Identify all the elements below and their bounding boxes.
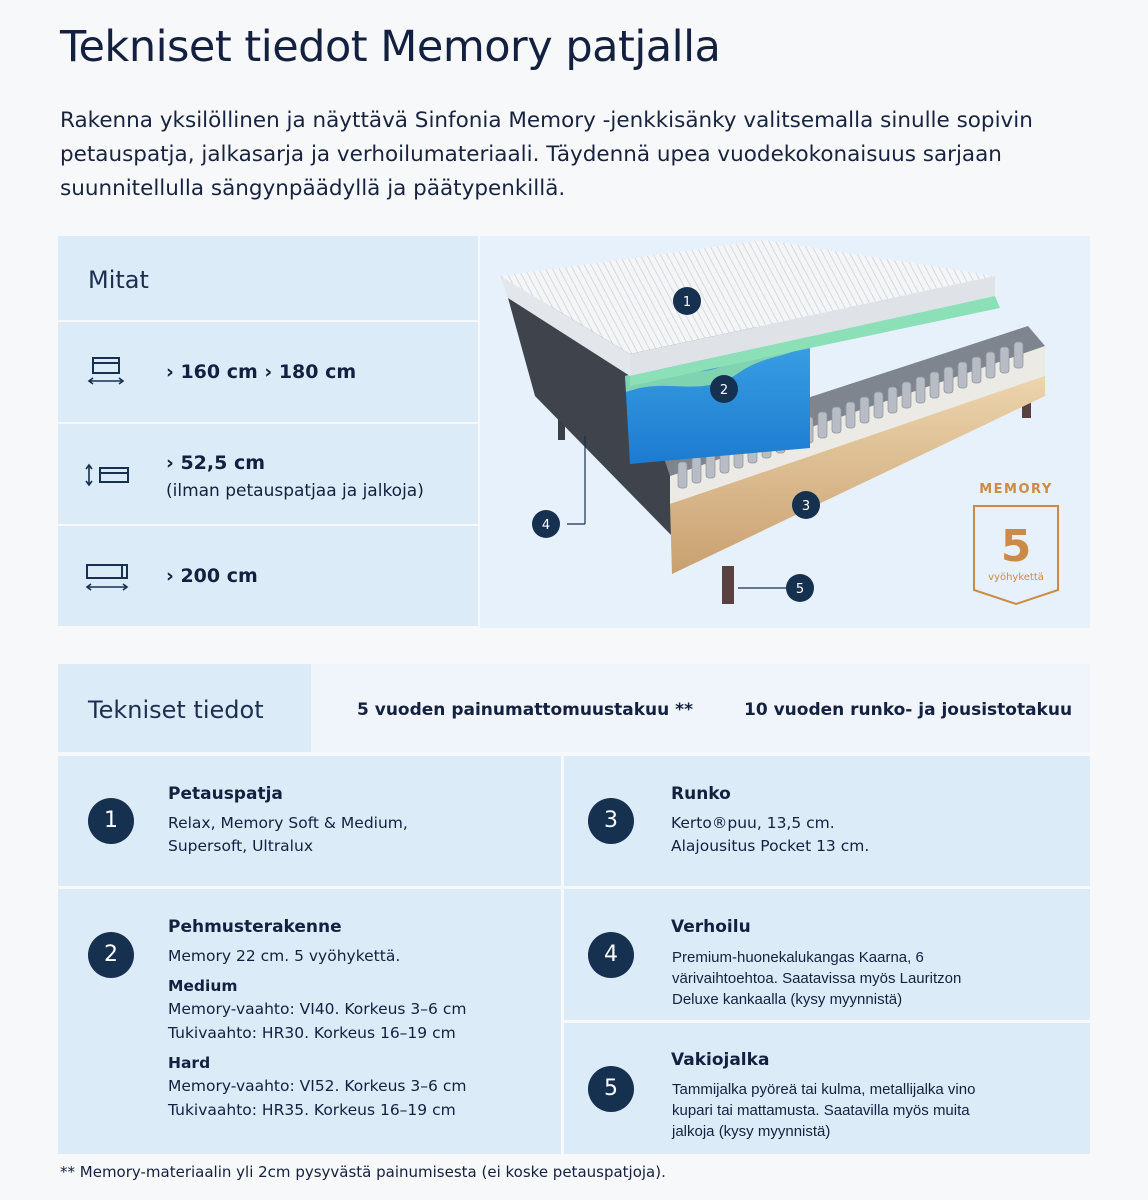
badge-sub: vyöhykettä bbox=[988, 572, 1044, 583]
marker-2 bbox=[710, 375, 738, 403]
dimension-width-row bbox=[58, 322, 478, 422]
spec-subheading: Hard bbox=[168, 1054, 211, 1072]
bed-illustration bbox=[480, 236, 1090, 628]
spec-text: Memory 22 cm. 5 vyöhykettä. bbox=[168, 947, 401, 965]
spec-text: jalkoja (kysy myynnistä) bbox=[672, 1123, 831, 1140]
spec-cell-pehmusterakenne bbox=[58, 889, 561, 1154]
spec-number-2: 2 bbox=[88, 932, 134, 978]
spec-text: Tukivaahto: HR35. Korkeus 16–19 cm bbox=[168, 1101, 456, 1119]
spec-number-1: 1 bbox=[88, 798, 134, 844]
page-title: Tekniset tiedot Memory patjalla bbox=[60, 22, 721, 72]
spec-text: kupari tai mattamusta. Saatavilla myös muita bbox=[672, 1102, 970, 1119]
dimension-length-row bbox=[58, 526, 478, 626]
memory-zone-badge bbox=[974, 482, 1058, 604]
tab-tekniset-tiedot[interactable] bbox=[58, 664, 311, 752]
spec-cell-runko bbox=[564, 756, 1090, 886]
spec-cell-verhoilu bbox=[564, 889, 1090, 1020]
spec-text: Relax, Memory Soft & Medium, bbox=[168, 814, 408, 832]
svg-text:3: 3 bbox=[801, 499, 811, 514]
svg-text:1: 1 bbox=[682, 295, 692, 310]
tab-tekniset-tiedot-label: Tekniset tiedot bbox=[88, 696, 264, 724]
dimension-width-value: › 160 cm › 180 cm bbox=[166, 361, 357, 383]
spec-tabs bbox=[58, 664, 1090, 752]
svg-text:4: 4 bbox=[541, 518, 551, 533]
svg-text:2: 2 bbox=[719, 383, 729, 398]
marker-3 bbox=[792, 491, 820, 519]
spec-text: Kerto®puu, 13,5 cm. bbox=[671, 814, 835, 832]
spec-title: Petauspatja bbox=[168, 784, 283, 804]
bed-width-icon bbox=[84, 352, 130, 392]
spec-title: Pehmusterakenne bbox=[168, 917, 342, 937]
dimension-length-value: › 200 cm bbox=[166, 565, 258, 587]
dimension-height-row bbox=[58, 424, 478, 524]
tab-warranty-sag[interactable]: 5 vuoden painumattomuustakuu ** bbox=[357, 700, 693, 720]
bed-cross-section-image bbox=[480, 236, 1090, 628]
tab-warranty-frame[interactable]: 10 vuoden runko- ja jousistotakuu bbox=[744, 700, 1073, 720]
spec-text: Memory-vaahto: VI52. Korkeus 3–6 cm bbox=[168, 1077, 467, 1095]
intro-text: Rakenna yksilöllinen ja näyttävä Sinfonia Memory -jenkkisänky valitsemalla sinulle sopivin petauspatja, jalkasarja ja verhoilumateriaali. Täydennä upea vuodekokonaisuus sarjaan suunnitellulla sängynpäädyllä ja päätypenkillä. bbox=[60, 108, 1033, 201]
badge-number: 5 bbox=[1000, 521, 1032, 572]
dimension-height-note: (ilman petauspatjaa ja jalkoja) bbox=[166, 481, 424, 501]
spec-text: Supersoft, Ultralux bbox=[168, 837, 313, 855]
spec-text: Tammijalka pyöreä tai kulma, metallijalka vino bbox=[672, 1081, 976, 1098]
spec-text: Deluxe kankaalla (kysy myynnistä) bbox=[672, 991, 903, 1008]
marker-4 bbox=[532, 510, 560, 538]
dimensions-panel bbox=[58, 236, 478, 628]
spec-text: Premium-huonekalukangas Kaarna, 6 bbox=[672, 949, 924, 966]
bed-height-icon bbox=[84, 454, 130, 494]
spec-text: Alajousitus Pocket 13 cm. bbox=[671, 837, 870, 855]
spec-text: Memory-vaahto: VI40. Korkeus 3–6 cm bbox=[168, 1000, 467, 1018]
spec-subheading: Medium bbox=[168, 977, 238, 995]
spec-number-4: 4 bbox=[588, 932, 634, 978]
spec-title: Runko bbox=[671, 784, 731, 804]
badge-label: MEMORY bbox=[979, 482, 1053, 497]
footnote: ** Memory-materiaalin yli 2cm pysyvästä painumisesta (ei koske petauspatjoja). bbox=[60, 1163, 666, 1181]
marker-5 bbox=[786, 574, 814, 602]
bed-length-icon bbox=[84, 556, 130, 596]
spec-number-3: 3 bbox=[588, 798, 634, 844]
spec-text: värivaihtoehtoa. Saatavissa myös Lauritzon bbox=[672, 970, 962, 987]
spec-number-5: 5 bbox=[588, 1066, 634, 1112]
dimensions-heading: Mitat bbox=[88, 266, 149, 294]
spec-text: Tukivaahto: HR30. Korkeus 16–19 cm bbox=[168, 1024, 456, 1042]
dimensions-header bbox=[58, 236, 478, 320]
spec-title: Vakiojalka bbox=[671, 1050, 770, 1070]
dimension-height-value: › 52,5 cm bbox=[166, 452, 265, 474]
marker-1 bbox=[673, 287, 701, 315]
svg-text:5: 5 bbox=[795, 582, 805, 597]
spec-cell-vakiojalka bbox=[564, 1023, 1090, 1154]
spec-cell-petauspatja bbox=[58, 756, 561, 886]
spec-title: Verhoilu bbox=[671, 917, 751, 937]
bed-leg-front bbox=[722, 566, 734, 604]
